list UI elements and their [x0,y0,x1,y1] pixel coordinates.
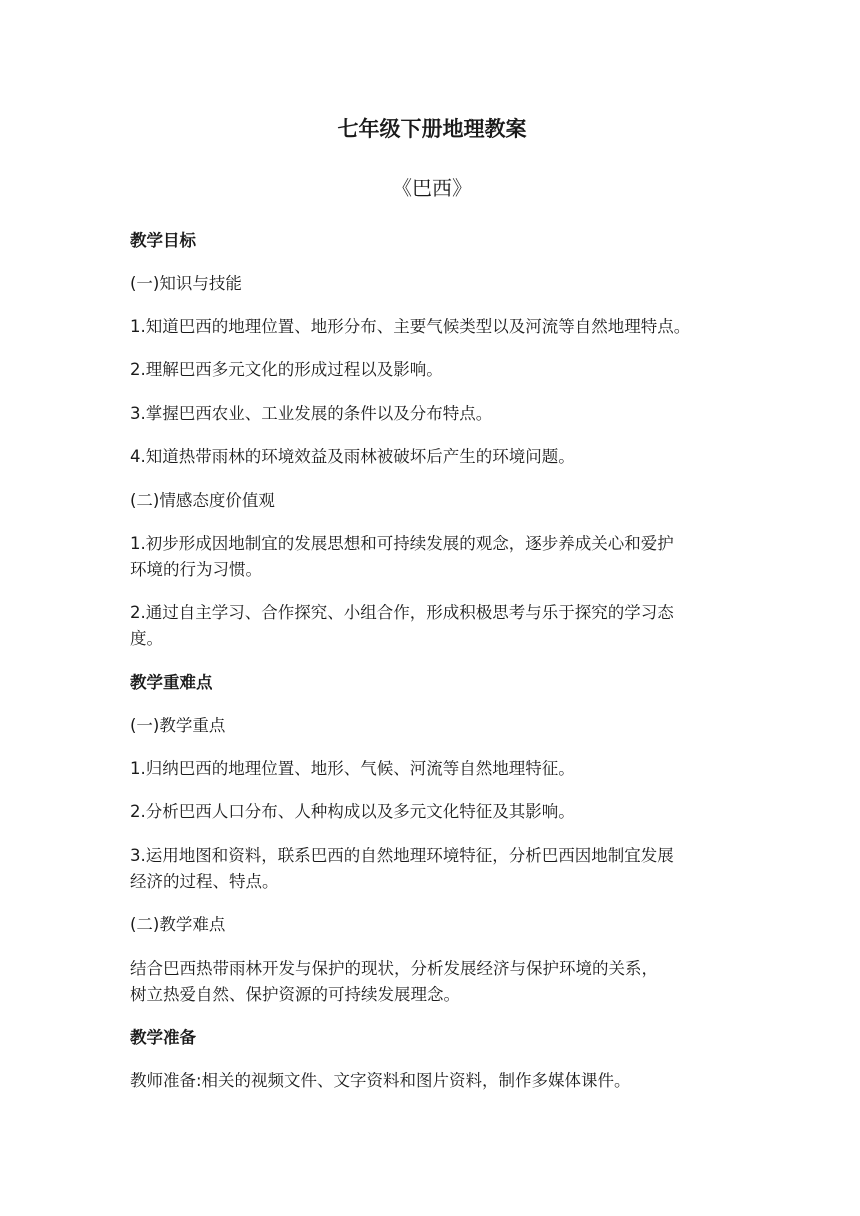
section-heading-preparation: 教学准备 [130,1028,196,1047]
document-subtitle: 《巴西》 [392,176,472,200]
subsection-heading-knowledge: (一)知识与技能 [130,274,242,293]
attitude-item-2-line-1: 2.通过自主学习、合作探究、小组合作，形成积极思考与乐于探究的学习态 [130,603,674,622]
teacher-preparation: 教师准备:相关的视频文件、文字资料和图片资料，制作多媒体课件。 [130,1071,631,1090]
subsection-heading-difficult: (二)教学难点 [130,915,226,934]
difficult-point-line-1: 结合巴西热带雨林开发与保护的现状，分析发展经济与保护环境的关系， [130,959,658,978]
keypoint-item: 1.归纳巴西的地理位置、地形、气候、河流等自然地理特征。 [130,759,575,778]
section-heading-keypoints: 教学重难点 [130,673,213,692]
objective-item: 1.知道巴西的地理位置、地形分布、主要气候类型以及河流等自然地理特点。 [130,317,691,336]
keypoint-item-3-line-2: 经济的过程、特点。 [130,872,279,891]
subsection-heading-attitude: (二)情感态度价值观 [130,491,275,510]
attitude-item-1-line-1: 1.初步形成因地制宜的发展思想和可持续发展的观念，逐步养成关心和爱护 [130,534,674,553]
objective-item: 2.理解巴西多元文化的形成过程以及影响。 [130,360,443,379]
keypoint-item-3-line-1: 3.运用地图和资料，联系巴西的自然地理环境特征，分析巴西因地制宜发展 [130,846,674,865]
objective-item: 4.知道热带雨林的环境效益及雨林被破坏后产生的环境问题。 [130,447,575,466]
objective-item: 3.掌握巴西农业、工业发展的条件以及分布特点。 [130,404,493,423]
keypoint-item: 2.分析巴西人口分布、人种构成以及多元文化特征及其影响。 [130,802,575,821]
difficult-point-line-2: 树立热爱自然、保护资源的可持续发展理念。 [130,985,460,1004]
attitude-item-1-line-2: 环境的行为习惯。 [130,560,262,579]
attitude-item-2-line-2: 度。 [130,629,163,648]
subsection-heading-key: (一)教学重点 [130,716,226,735]
document-title: 七年级下册地理教案 [337,117,527,141]
section-heading-objectives: 教学目标 [130,231,196,250]
